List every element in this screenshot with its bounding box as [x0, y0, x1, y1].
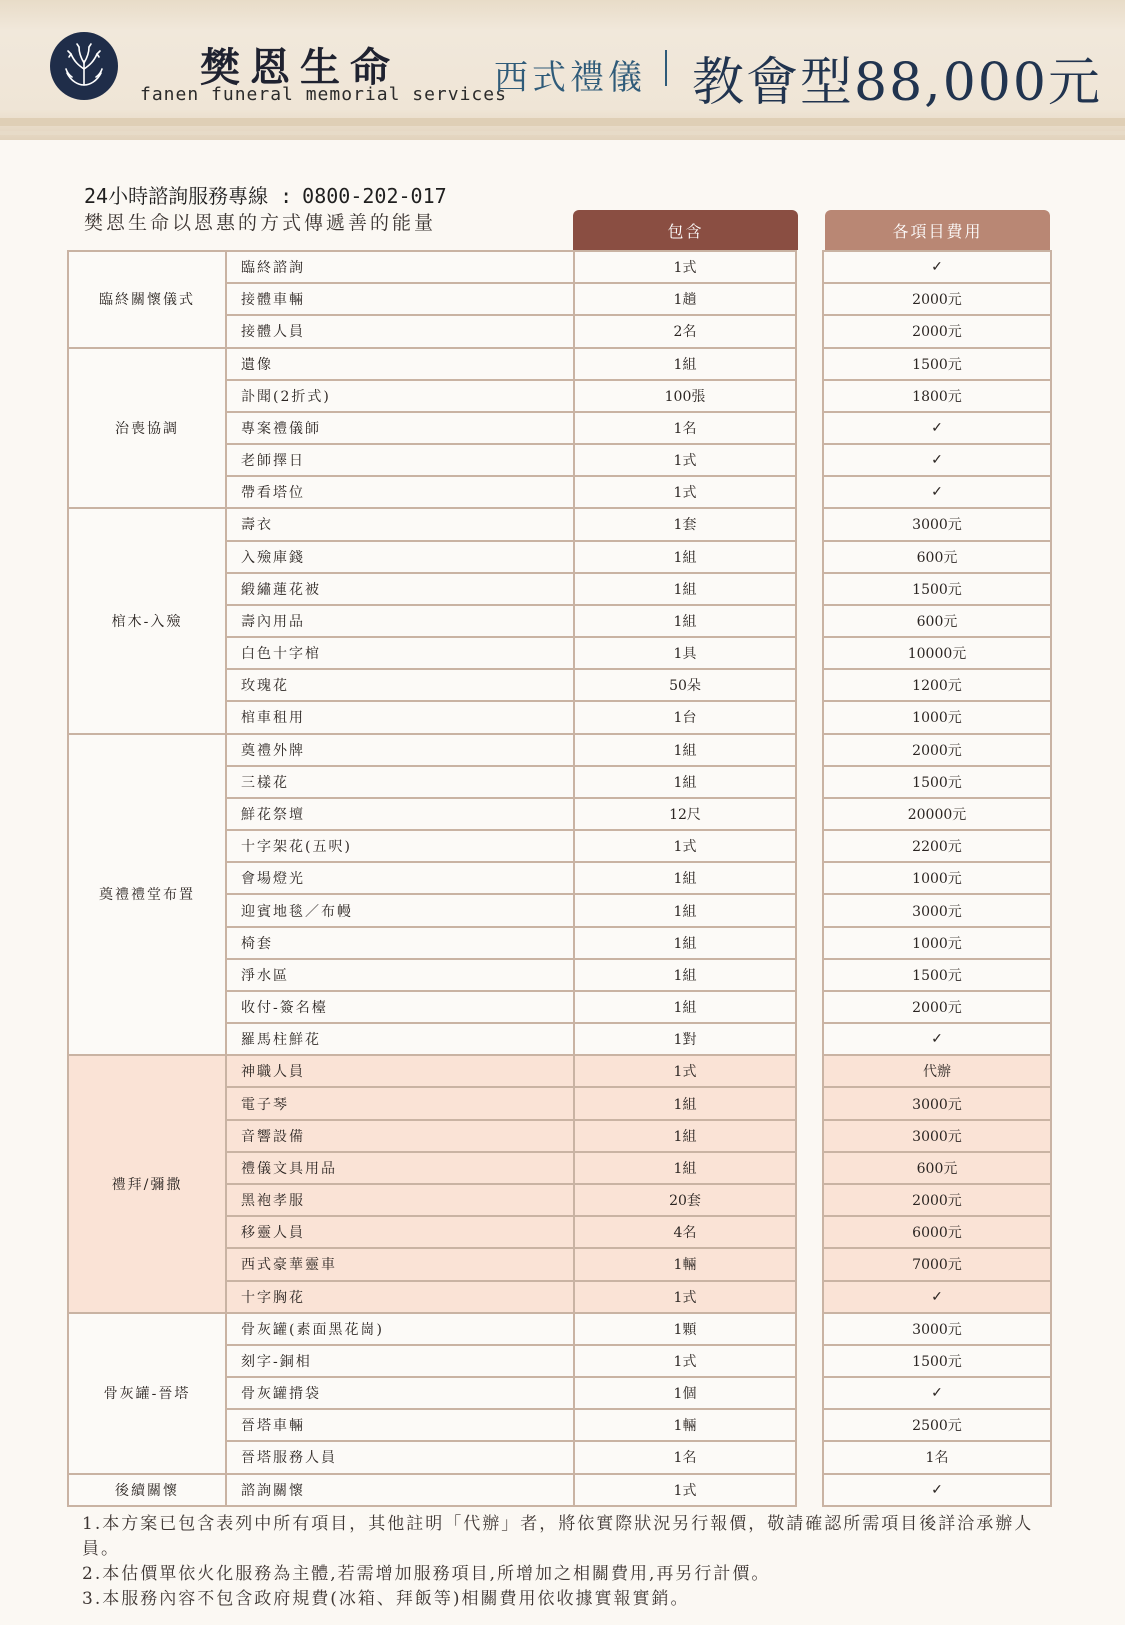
column-gap: [796, 251, 823, 283]
column-gap: [796, 1087, 823, 1119]
fee-cell: 7000元: [823, 1248, 1051, 1280]
item-cell: 淨水區: [226, 959, 574, 991]
quantity-cell: 1名: [574, 412, 796, 444]
category-cell: 禮拜/彌撒: [68, 1055, 226, 1312]
item-cell: 骨灰罐(素面黑花崗): [226, 1313, 574, 1345]
category-cell: 後續關懷: [68, 1474, 226, 1506]
column-gap: [796, 701, 823, 733]
column-gap: [796, 1345, 823, 1377]
item-cell: 骨灰罐揹袋: [226, 1377, 574, 1409]
category-cell: 治喪協調: [68, 348, 226, 509]
brand-name: 樊恩生命: [200, 45, 400, 91]
fee-cell: ✓: [823, 1474, 1051, 1506]
item-cell: 接體車輛: [226, 283, 574, 315]
quantity-cell: 1組: [574, 894, 796, 926]
header-stripe: [0, 118, 1125, 126]
fee-cell: 3000元: [823, 1313, 1051, 1345]
quantity-cell: 1式: [574, 1474, 796, 1506]
header-stripe: [0, 131, 1125, 135]
quantity-cell: 1組: [574, 1120, 796, 1152]
quantity-cell: 1組: [574, 1152, 796, 1184]
fee-cell: ✓: [823, 476, 1051, 508]
plan-type: 西式禮儀: [494, 58, 646, 98]
quantity-cell: 1式: [574, 1345, 796, 1377]
item-cell: 專案禮儀師: [226, 412, 574, 444]
item-cell: 神職人員: [226, 1055, 574, 1087]
item-cell: 訃聞(2折式): [226, 380, 574, 412]
item-cell: 老師擇日: [226, 444, 574, 476]
quantity-cell: 1對: [574, 1023, 796, 1055]
fee-cell: 1500元: [823, 766, 1051, 798]
quantity-cell: 100張: [574, 380, 796, 412]
column-gap: [796, 1120, 823, 1152]
brand-subtitle: fanen funeral memorial services: [140, 84, 507, 105]
fee-cell: 1500元: [823, 348, 1051, 380]
quantity-cell: 1式: [574, 444, 796, 476]
item-cell: 羅馬柱鮮花: [226, 1023, 574, 1055]
column-gap: [796, 380, 823, 412]
fee-cell: 2500元: [823, 1409, 1051, 1441]
column-gap: [796, 798, 823, 830]
table-row: [68, 1313, 1051, 1345]
item-cell: 西式豪華靈車: [226, 1248, 574, 1280]
quantity-cell: 1組: [574, 605, 796, 637]
quantity-cell: 1組: [574, 348, 796, 380]
quantity-cell: 20套: [574, 1184, 796, 1216]
table-row: [68, 348, 1051, 380]
item-cell: 入殮庫錢: [226, 541, 574, 573]
quantity-cell: 1台: [574, 701, 796, 733]
fee-cell: 2000元: [823, 991, 1051, 1023]
fee-cell: 600元: [823, 605, 1051, 637]
item-cell: 椅套: [226, 927, 574, 959]
quantity-cell: 1組: [574, 573, 796, 605]
fee-cell: 代辦: [823, 1055, 1051, 1087]
fee-cell: 2200元: [823, 830, 1051, 862]
column-gap: [796, 1023, 823, 1055]
quantity-cell: 1式: [574, 251, 796, 283]
item-cell: 黑袍孝服: [226, 1184, 574, 1216]
fee-cell: 3000元: [823, 508, 1051, 540]
quantity-cell: 1組: [574, 734, 796, 766]
column-gap: [796, 1184, 823, 1216]
category-cell: 臨終關懷儀式: [68, 251, 226, 348]
column-gap: [796, 412, 823, 444]
item-cell: 音響設備: [226, 1120, 574, 1152]
column-gap: [796, 605, 823, 637]
column-gap: [796, 315, 823, 347]
column-gap: [796, 959, 823, 991]
column-gap: [796, 476, 823, 508]
quantity-cell: 12尺: [574, 798, 796, 830]
brand-logo-icon: [50, 32, 118, 100]
category-cell: 棺木-入殮: [68, 508, 226, 733]
column-gap: [796, 283, 823, 315]
fee-cell: 1500元: [823, 1345, 1051, 1377]
fee-cell: 2000元: [823, 734, 1051, 766]
table-row: [68, 1055, 1051, 1087]
item-cell: 晉塔車輛: [226, 1409, 574, 1441]
fee-cell: ✓: [823, 412, 1051, 444]
page-header: [0, 0, 1125, 140]
column-gap: [796, 541, 823, 573]
quantity-cell: 2名: [574, 315, 796, 347]
fee-cell: 2000元: [823, 315, 1051, 347]
motto: 樊恩生命以恩惠的方式傳遞善的能量: [84, 212, 437, 234]
item-cell: 電子琴: [226, 1087, 574, 1119]
fee-cell: 600元: [823, 541, 1051, 573]
quantity-cell: 1組: [574, 541, 796, 573]
quantity-cell: 1式: [574, 476, 796, 508]
item-cell: 帶看塔位: [226, 476, 574, 508]
fee-cell: 1名: [823, 1441, 1051, 1473]
item-cell: 迎賓地毯／布幔: [226, 894, 574, 926]
item-cell: 緞繡蓮花被: [226, 573, 574, 605]
fee-cell: 1800元: [823, 380, 1051, 412]
quantity-cell: 1組: [574, 927, 796, 959]
fee-cell: 10000元: [823, 637, 1051, 669]
hotline: [84, 180, 447, 209]
column-gap: [796, 830, 823, 862]
fee-cell: ✓: [823, 444, 1051, 476]
quantity-cell: 1顆: [574, 1313, 796, 1345]
category-cell: 奠禮禮堂布置: [68, 734, 226, 1056]
quantity-cell: 50朵: [574, 669, 796, 701]
quantity-cell: 1組: [574, 1087, 796, 1119]
table-row: [68, 734, 1051, 766]
notes: [82, 1512, 1042, 1612]
quantity-cell: 1輛: [574, 1248, 796, 1280]
column-gap: [796, 766, 823, 798]
quantity-cell: 1式: [574, 1281, 796, 1313]
table-row: [68, 251, 1051, 283]
fee-cell: 1000元: [823, 701, 1051, 733]
item-cell: 晉塔服務人員: [226, 1441, 574, 1473]
fee-cell: 3000元: [823, 1120, 1051, 1152]
item-cell: 十字架花(五呎): [226, 830, 574, 862]
column-gap: [796, 1474, 823, 1506]
quantity-cell: 4名: [574, 1216, 796, 1248]
column-gap: [796, 1281, 823, 1313]
item-cell: 會場燈光: [226, 862, 574, 894]
item-cell: 十字胸花: [226, 1281, 574, 1313]
table-row: [68, 1474, 1051, 1506]
column-gap: [796, 669, 823, 701]
fee-cell: 1500元: [823, 573, 1051, 605]
column-gap: [796, 508, 823, 540]
item-cell: 鮮花祭壇: [226, 798, 574, 830]
column-gap: [796, 734, 823, 766]
quantity-cell: 1輛: [574, 1409, 796, 1441]
fee-cell: 2000元: [823, 1184, 1051, 1216]
fee-cell: 600元: [823, 1152, 1051, 1184]
column-gap: [796, 1313, 823, 1345]
quantity-cell: 1組: [574, 766, 796, 798]
fee-cell: 1500元: [823, 959, 1051, 991]
fee-cell: 3000元: [823, 1087, 1051, 1119]
plan-name: 教會型88,000元: [692, 53, 1102, 113]
column-gap: [796, 862, 823, 894]
fee-column-header: 各項目費用: [825, 210, 1050, 250]
column-gap: [796, 1248, 823, 1280]
quantity-cell: 1套: [574, 508, 796, 540]
quantity-cell: 1具: [574, 637, 796, 669]
item-cell: 壽衣: [226, 508, 574, 540]
column-gap: [796, 1377, 823, 1409]
item-cell: 棺車租用: [226, 701, 574, 733]
column-gap: [796, 637, 823, 669]
note-item: 3.本服務內容不包含政府規費(冰箱、拜飯等)相關費用依收據實報實銷。: [82, 1589, 690, 1609]
quantity-cell: 1名: [574, 1441, 796, 1473]
column-gap: [796, 348, 823, 380]
column-gap: [796, 1216, 823, 1248]
column-gap: [796, 991, 823, 1023]
item-cell: 諮詢關懷: [226, 1474, 574, 1506]
fee-cell: 3000元: [823, 894, 1051, 926]
column-gap: [796, 573, 823, 605]
note-item: 1.本方案已包含表列中所有項目，其他註明「代辦」者，將依實際狀況另行報價，敬請確認所需項目後詳洽承辦人員。: [82, 1514, 1034, 1559]
item-cell: 接體人員: [226, 315, 574, 347]
item-cell: 臨終諮詢: [226, 251, 574, 283]
column-gap: [796, 1441, 823, 1473]
item-cell: 白色十字棺: [226, 637, 574, 669]
item-cell: 三樣花: [226, 766, 574, 798]
fee-cell: 1000元: [823, 927, 1051, 959]
column-gap: [796, 1409, 823, 1441]
category-cell: 骨灰罐-晉塔: [68, 1313, 226, 1474]
fee-cell: 2000元: [823, 283, 1051, 315]
quantity-cell: 1式: [574, 830, 796, 862]
fee-cell: 1000元: [823, 862, 1051, 894]
fee-cell: ✓: [823, 251, 1051, 283]
fee-cell: ✓: [823, 1023, 1051, 1055]
included-column-header: 包含: [573, 210, 798, 250]
column-gap: [796, 444, 823, 476]
quantity-cell: 1趟: [574, 283, 796, 315]
table-row: [68, 508, 1051, 540]
item-cell: 禮儀文具用品: [226, 1152, 574, 1184]
fee-cell: 20000元: [823, 798, 1051, 830]
fee-cell: ✓: [823, 1377, 1051, 1409]
column-gap: [796, 927, 823, 959]
hotline-number: 0800-202-017: [302, 184, 447, 208]
note-item: 2.本估價單依火化服務為主體,若需增加服務項目,所增加之相關費用,再另行計價。: [82, 1564, 771, 1584]
quantity-cell: 1組: [574, 959, 796, 991]
item-cell: 玫瑰花: [226, 669, 574, 701]
item-cell: 遺像: [226, 348, 574, 380]
item-cell: 奠禮外牌: [226, 734, 574, 766]
quantity-cell: 1組: [574, 991, 796, 1023]
column-gap: [796, 1152, 823, 1184]
fee-cell: 1200元: [823, 669, 1051, 701]
item-cell: 收付-簽名檯: [226, 991, 574, 1023]
item-cell: 壽內用品: [226, 605, 574, 637]
column-gap: [796, 894, 823, 926]
price-table: [67, 250, 1052, 1507]
column-gap: [796, 1055, 823, 1087]
quantity-cell: 1式: [574, 1055, 796, 1087]
quantity-cell: 1個: [574, 1377, 796, 1409]
fee-cell: ✓: [823, 1281, 1051, 1313]
hotline-label: 24小時諮詢服務專線 :: [84, 184, 293, 208]
item-cell: 移靈人員: [226, 1216, 574, 1248]
fee-cell: 6000元: [823, 1216, 1051, 1248]
item-cell: 刻字-銅相: [226, 1345, 574, 1377]
quantity-cell: 1組: [574, 862, 796, 894]
plan-divider: [665, 50, 667, 86]
